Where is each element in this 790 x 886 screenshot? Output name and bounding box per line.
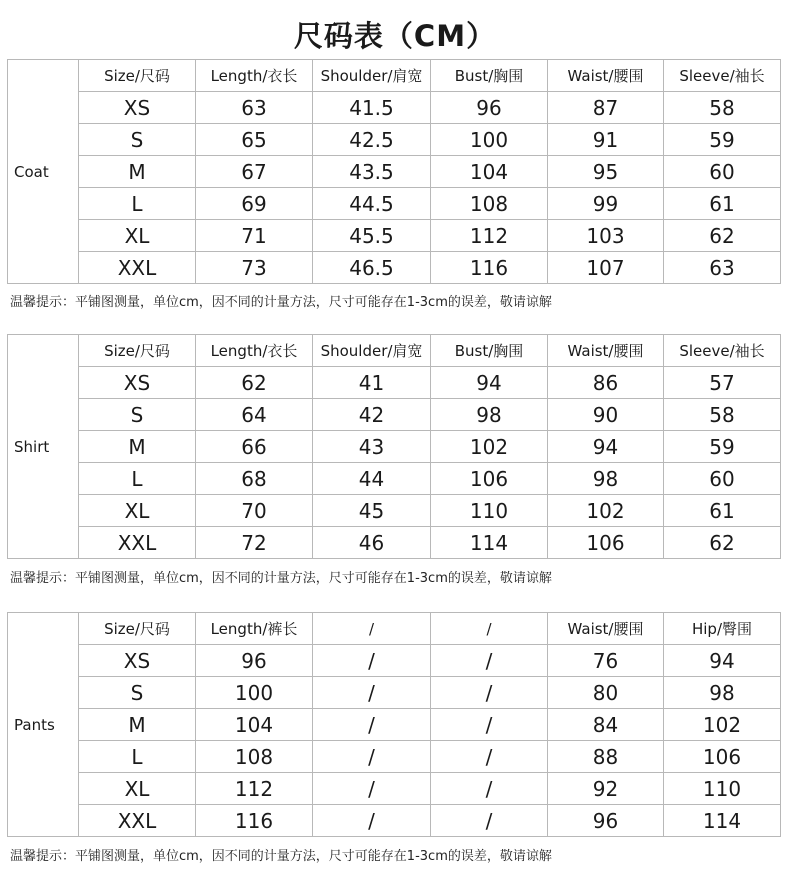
cell: L (79, 463, 196, 495)
cell: 46.5 (313, 252, 431, 284)
cell: XXL (79, 527, 196, 559)
cell: 98 (431, 399, 548, 431)
cell: 98 (664, 677, 781, 709)
table-header-row (8, 613, 781, 645)
cell: S (79, 124, 196, 156)
table-row (8, 773, 781, 805)
measurement-note: 温馨提示：平铺图测量，单位cm，因不同的计量方法，尺寸可能存在1-3cm的误差，敬请谅解 (10, 295, 552, 310)
cell: 62 (664, 527, 781, 559)
cell: 114 (431, 527, 548, 559)
cell: 66 (196, 431, 313, 463)
cell: 86 (548, 367, 664, 399)
cell: 64 (196, 399, 313, 431)
shirt-size-table (7, 334, 781, 559)
cell: 42.5 (313, 124, 431, 156)
cell: 67 (196, 156, 313, 188)
cell: / (313, 741, 431, 773)
cell: 61 (664, 188, 781, 220)
cell: S (79, 677, 196, 709)
table-row (8, 805, 781, 837)
header-cell: / (431, 613, 548, 645)
cell: M (79, 431, 196, 463)
cell: 106 (431, 463, 548, 495)
cell: 106 (664, 741, 781, 773)
cell: S (79, 399, 196, 431)
table-row (8, 399, 781, 431)
cell: 108 (196, 741, 313, 773)
cell: / (313, 709, 431, 741)
cell: 108 (431, 188, 548, 220)
cell: 63 (664, 252, 781, 284)
cell: L (79, 188, 196, 220)
cell: 69 (196, 188, 313, 220)
table-row (8, 645, 781, 677)
cell: 84 (548, 709, 664, 741)
cell: 102 (664, 709, 781, 741)
cell: 112 (431, 220, 548, 252)
header-cell: / (313, 613, 431, 645)
measurement-note: 温馨提示：平铺图测量，单位cm，因不同的计量方法，尺寸可能存在1-3cm的误差，敬请谅解 (10, 849, 552, 864)
cell: 61 (664, 495, 781, 527)
table-row (8, 367, 781, 399)
cell: 68 (196, 463, 313, 495)
cell: 43.5 (313, 156, 431, 188)
cell: 60 (664, 156, 781, 188)
cell: 60 (664, 463, 781, 495)
cell: 116 (431, 252, 548, 284)
cell: XL (79, 773, 196, 805)
cell: 80 (548, 677, 664, 709)
cell: 104 (196, 709, 313, 741)
cell: 95 (548, 156, 664, 188)
cell: 110 (664, 773, 781, 805)
table-row (8, 188, 781, 220)
cell: M (79, 709, 196, 741)
cell: 44 (313, 463, 431, 495)
cell: 63 (196, 92, 313, 124)
cell: 96 (196, 645, 313, 677)
category-label: Shirt (8, 335, 79, 559)
cell: 76 (548, 645, 664, 677)
table-row (8, 709, 781, 741)
cell: / (431, 709, 548, 741)
cell: 88 (548, 741, 664, 773)
cell: 59 (664, 124, 781, 156)
cell: XXL (79, 252, 196, 284)
header-cell: Size/尺码 (79, 613, 196, 645)
table-row (8, 92, 781, 124)
cell: / (431, 645, 548, 677)
coat-size-table (7, 59, 781, 284)
cell: / (313, 677, 431, 709)
table-row (8, 220, 781, 252)
table-row (8, 463, 781, 495)
cell: 112 (196, 773, 313, 805)
cell: 62 (664, 220, 781, 252)
category-label: Pants (8, 613, 79, 837)
cell: 73 (196, 252, 313, 284)
cell: 100 (431, 124, 548, 156)
table-row (8, 527, 781, 559)
cell: 96 (431, 92, 548, 124)
cell: 107 (548, 252, 664, 284)
cell: 114 (664, 805, 781, 837)
cell: M (79, 156, 196, 188)
table-row (8, 156, 781, 188)
table-row (8, 124, 781, 156)
cell: 100 (196, 677, 313, 709)
cell: XXL (79, 805, 196, 837)
cell: 46 (313, 527, 431, 559)
cell: 103 (548, 220, 664, 252)
header-cell: Waist/腰围 (548, 335, 664, 367)
cell: L (79, 741, 196, 773)
cell: 110 (431, 495, 548, 527)
cell: 98 (548, 463, 664, 495)
cell: XL (79, 495, 196, 527)
cell: 41.5 (313, 92, 431, 124)
cell: / (313, 773, 431, 805)
cell: 99 (548, 188, 664, 220)
cell: 96 (548, 805, 664, 837)
table-row (8, 431, 781, 463)
cell: 104 (431, 156, 548, 188)
cell: XL (79, 220, 196, 252)
cell: 106 (548, 527, 664, 559)
cell: 42 (313, 399, 431, 431)
cell: 92 (548, 773, 664, 805)
cell: 102 (431, 431, 548, 463)
cell: 94 (548, 431, 664, 463)
table-header-row (8, 335, 781, 367)
pants-size-table (7, 612, 781, 837)
header-cell: Shoulder/肩宽 (313, 335, 431, 367)
header-cell: Hip/臀围 (664, 613, 781, 645)
cell: 102 (548, 495, 664, 527)
cell: 87 (548, 92, 664, 124)
cell: / (313, 805, 431, 837)
cell: 72 (196, 527, 313, 559)
cell: 45.5 (313, 220, 431, 252)
header-cell: Length/衣长 (196, 335, 313, 367)
cell: XS (79, 367, 196, 399)
table-row (8, 741, 781, 773)
cell: 45 (313, 495, 431, 527)
cell: 90 (548, 399, 664, 431)
cell: 58 (664, 92, 781, 124)
cell: 62 (196, 367, 313, 399)
cell: 65 (196, 124, 313, 156)
cell: / (431, 677, 548, 709)
cell: 94 (664, 645, 781, 677)
cell: XS (79, 645, 196, 677)
page-title: 尺码表（CM） (293, 19, 497, 53)
cell: XS (79, 92, 196, 124)
cell: 57 (664, 367, 781, 399)
table-header-row (8, 60, 781, 92)
header-cell: Size/尺码 (79, 60, 196, 92)
header-cell: Size/尺码 (79, 335, 196, 367)
header-cell: Shoulder/肩宽 (313, 60, 431, 92)
cell: 43 (313, 431, 431, 463)
header-cell: Bust/胸围 (431, 335, 548, 367)
header-cell: Sleeve/袖长 (664, 60, 781, 92)
cell: 94 (431, 367, 548, 399)
header-cell: Waist/腰围 (548, 613, 664, 645)
cell: 116 (196, 805, 313, 837)
header-cell: Waist/腰围 (548, 60, 664, 92)
cell: 59 (664, 431, 781, 463)
table-row (8, 252, 781, 284)
measurement-note: 温馨提示：平铺图测量，单位cm，因不同的计量方法，尺寸可能存在1-3cm的误差，敬请谅解 (10, 571, 552, 586)
header-cell: Sleeve/袖长 (664, 335, 781, 367)
cell: 71 (196, 220, 313, 252)
cell: 58 (664, 399, 781, 431)
table-row (8, 677, 781, 709)
cell: 70 (196, 495, 313, 527)
cell: 44.5 (313, 188, 431, 220)
header-cell: Length/衣长 (196, 60, 313, 92)
cell: / (313, 645, 431, 677)
header-cell: Length/裤长 (196, 613, 313, 645)
header-cell: Bust/胸围 (431, 60, 548, 92)
cell: / (431, 741, 548, 773)
cell: / (431, 773, 548, 805)
cell: 41 (313, 367, 431, 399)
cell: 91 (548, 124, 664, 156)
cell: / (431, 805, 548, 837)
category-label: Coat (8, 60, 79, 284)
table-row (8, 495, 781, 527)
